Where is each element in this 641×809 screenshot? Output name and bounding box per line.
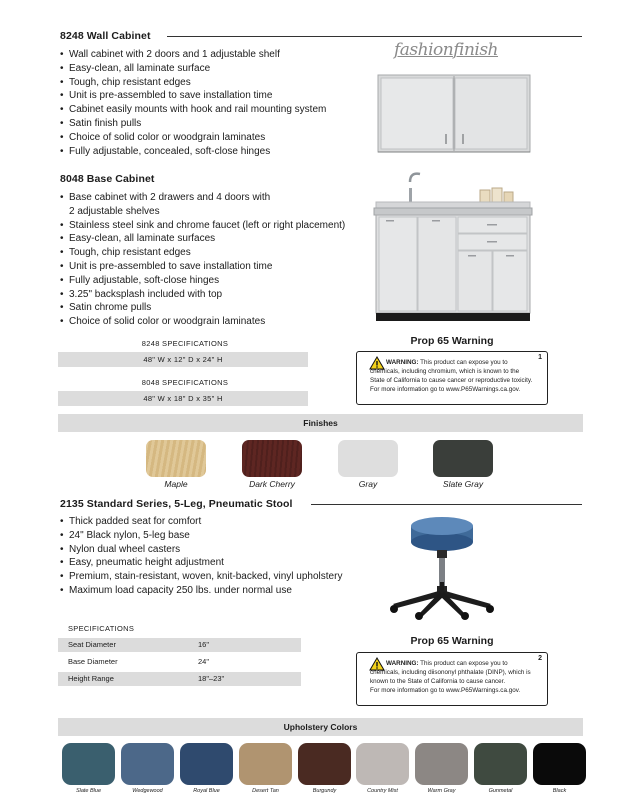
finish-gray [338,440,398,489]
base-cabinet-title: 8048 Base Cabinet [60,173,155,185]
slate-gray-swatch [433,440,493,477]
maple-swatch [146,440,206,477]
prop65-title-1: Prop 65 Warning [410,335,494,347]
dark-cherry-swatch [242,440,302,477]
country-mist-swatch [356,743,409,785]
stool-specs-title: SPECIFICATIONS [68,624,135,633]
warning-line-1: WARNING: This product can expose you to [386,660,508,667]
spec-8048-label: 8048 SPECIFICATIONS [141,378,229,387]
list-item: • Satin chrome pulls [60,301,345,315]
gray-swatch [338,440,398,477]
finish-label: Gray [358,479,378,489]
prop65-box-1 [356,351,548,405]
list-item: • Tough, chip resistant edges [60,76,326,90]
wall-cabinet-title: 8248 Wall Cabinet [60,30,151,42]
upholstery-label: Slate Blue [75,788,102,794]
warning-line-2: chemicals, including diisononyl phthalate (DINP), which is [370,669,531,676]
warning-line-4: For more information go to www.P65Warnings.ca.gov. [370,687,521,694]
list-item: • Nylon dual wheel casters [60,543,342,557]
section-rule [167,36,582,37]
logo-text: fashionfinish [394,40,499,60]
warm-gray-swatch [415,743,468,785]
spec-label: Base Diameter [68,657,118,666]
footnote-number: 2 [538,655,542,662]
upholstery-country-mist [356,743,409,794]
finishes-header: Finishes [58,414,583,432]
spec-label: Seat Diameter [68,640,116,649]
gunmetal-swatch [474,743,527,785]
upholstery-header: Upholstery Colors [58,718,583,736]
spec-8048-bar [58,391,308,406]
upholstery-gunmetal [474,743,527,794]
list-item: • Unit is pre-assembled to save installation time [60,260,345,274]
finish-label: Dark Cherry [249,479,295,489]
prop65-title-2: Prop 65 Warning [410,635,494,647]
base-cabinet-features [60,191,345,329]
upholstery-slate-blue [62,743,115,794]
upholstery-label: Black [552,788,567,794]
upholstery-wedgewood [121,743,174,794]
list-item: • Tough, chip resistant edges [60,246,345,260]
table-row [58,672,301,686]
list-item: • Easy-clean, all laminate surfaces [60,232,345,246]
spec-8048-value: 48" W x 18" D x 35" H [143,394,223,403]
section-rule [311,504,582,505]
black-swatch [533,743,586,785]
wall-cabinet-image [377,74,531,154]
upholstery-desert-tan [239,743,292,794]
table-row [58,655,301,669]
warning-line-2: chemicals, including chromium, which is known to the [370,368,520,375]
footnote-number: 1 [538,354,542,361]
upholstery-label: Warm Gray [427,788,456,794]
list-item: • Premium, stain-resistant, woven, knit-backed, vinyl upholstery [60,570,342,584]
finish-slate-gray [433,440,493,489]
upholstery-label: Country Mist [367,788,398,794]
list-item: • 24" Black nylon, 5-leg base [60,529,342,543]
finish-dark-cherry [242,440,302,489]
list-item: • Cabinet easily mounts with hook and rail mounting system [60,103,326,117]
wedgewood-swatch [121,743,174,785]
burgundy-swatch [298,743,351,785]
list-item: • Choice of solid color or woodgrain laminates [60,131,326,145]
list-item-continuation: 2 adjustable shelves [69,205,160,217]
table-row [58,638,301,652]
upholstery-label: Gunmetal [488,788,513,794]
slate-blue-swatch [62,743,115,785]
spec-value: 24" [198,657,210,666]
royal-blue-swatch [180,743,233,785]
spec-8248-bar [58,352,308,367]
wall-cabinet-features [60,48,326,158]
upholstery-warm-gray [415,743,468,794]
finish-label: Slate Gray [442,479,484,489]
list-item: • Unit is pre-assembled to save installation time [60,89,326,103]
list-item: • Thick padded seat for comfort [60,515,342,529]
finish-label: Maple [164,479,188,489]
list-item: • Easy, pneumatic height adjustment [60,556,342,570]
list-item: • Base cabinet with 2 drawers and 4 doors with [60,191,345,205]
list-item: • Choice of solid color or woodgrain laminates [60,315,345,329]
upholstery-label: Royal Blue [193,788,220,794]
desert-tan-swatch [239,743,292,785]
list-item: • Stainless steel sink and chrome faucet (left or right placement) [60,219,345,233]
spec-value: 16" [198,640,210,649]
stool-features [60,515,342,598]
list-item: • 3.25" backsplash included with top [60,288,345,302]
list-item: • Wall cabinet with 2 doors and 1 adjustable shelf [60,48,326,62]
upholstery-burgundy [298,743,351,794]
upholstery-black [533,743,586,794]
stool-title: 2135 Standard Series, 5-Leg, Pneumatic Stool [60,498,293,510]
list-item: • Fully adjustable, soft-close hinges [60,274,345,288]
warning-line-1: WARNING: This product can expose you to [386,359,508,366]
base-cabinet-image [372,168,534,328]
upholstery-label: Wedgewood [132,788,163,794]
warning-line-4: For more information go to www.P65Warnings.ca.gov. [370,386,521,393]
list-item: • Easy-clean, all laminate surface [60,62,326,76]
upholstery-royal-blue [180,743,233,794]
prop65-box-2 [356,652,548,706]
upholstery-label: Desert Tan [252,788,279,794]
list-item: • Maximum load capacity 250 lbs. under normal use [60,584,342,598]
fashionfinish-logo [394,40,504,70]
spec-8248-value: 48" W x 12" D x 24" H [143,355,223,364]
spec-label: Height Range [68,674,114,683]
finish-maple [146,440,206,489]
stool-image [383,512,501,620]
list-item: • Satin finish pulls [60,117,326,131]
spec-value: 18"–23" [198,674,225,683]
spec-8248-label: 8248 SPECIFICATIONS [141,339,229,348]
warning-line-3: known to the State of California to cause cancer. [370,678,506,685]
list-item: • Fully adjustable, concealed, soft-close hinges [60,145,326,159]
warning-line-3: State of California to cause cancer or reproductive toxicity. [370,377,533,384]
upholstery-label: Burgundy [312,788,337,794]
